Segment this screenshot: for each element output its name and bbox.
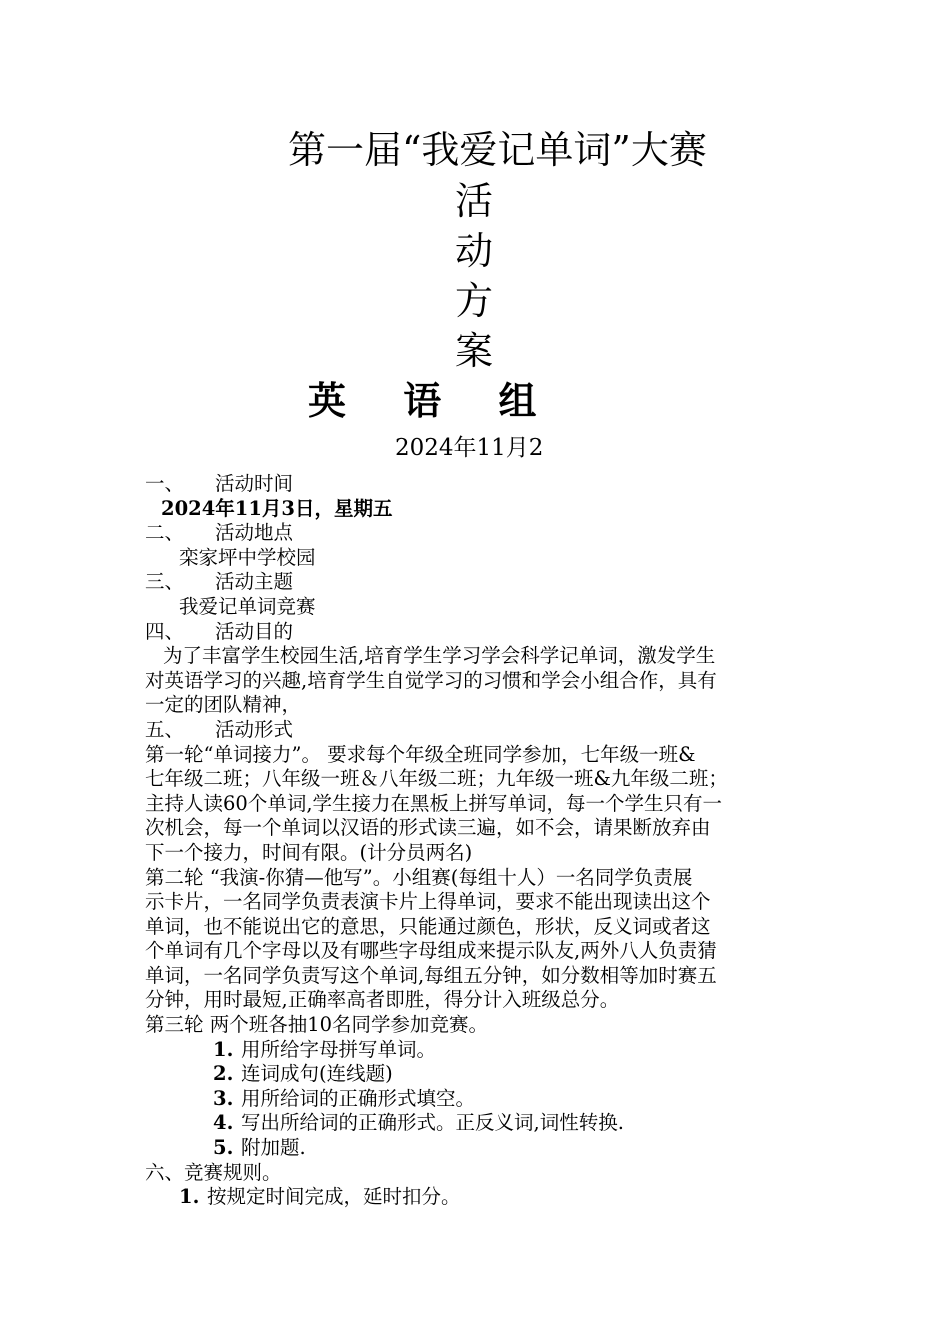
- section-title: 活动形式: [215, 717, 294, 741]
- list-number: 3.: [213, 1086, 234, 1110]
- paragraph-line: 第一轮“单词接力”。 要求每个年级全班同学参加，七年级一班&: [145, 742, 696, 766]
- paragraph-line: 单词，一名同学负责写这个单词,每组五分钟，如分数相等加时赛五: [145, 963, 717, 987]
- list-item: [145, 1038, 825, 1063]
- paragraph-line: 主持人读60个单词,学生接力在黑板上拼写单词，每一个学生只有一: [145, 791, 723, 815]
- list-number: 5.: [213, 1136, 234, 1160]
- paragraph-line: 第三轮 两个班各抽10名同学参加竞赛。: [145, 1013, 489, 1037]
- paragraph-line: 下一个接力，时间有限。(计分员两名): [145, 840, 473, 864]
- section-heading: [145, 472, 825, 497]
- paragraph-line: 对英语学习的兴趣,培育学生自觉学习的习惯和学会小组合作，具有: [145, 668, 717, 692]
- list-text: 连词成句(连线题): [241, 1062, 393, 1086]
- section-title: 活动地点: [215, 521, 294, 545]
- list-item: [145, 1087, 825, 1112]
- list-text: 用所给字母拼写单词。: [241, 1037, 437, 1061]
- paragraph-line: 分钟，用时最短,正确率高者即胜，得分计入班级总分。: [145, 988, 620, 1012]
- section-content: 2024年11月3日，星期五: [161, 496, 393, 520]
- title-vertical-char-2: 动: [455, 229, 494, 273]
- section-title: 活动目的: [215, 619, 294, 643]
- list-item: [145, 1185, 825, 1210]
- document-body: [145, 472, 825, 1210]
- paragraph-line: 次机会，每一个单词以汉语的形式读三遍，如不会，请果断放弃由: [145, 816, 711, 840]
- paragraph-line: 单词，也不能说出它的意思，只能通过颜色，形状，反义词或者这: [145, 914, 711, 938]
- title-vertical-char-3: 方: [455, 279, 494, 323]
- section-number: 二、: [145, 521, 185, 545]
- paragraph-line: 第二轮 “我演-你猜—他写”。小组赛(每组十人）一名同学负责展: [145, 865, 693, 889]
- list-text: 附加题.: [241, 1136, 306, 1160]
- section-title: 活动主题: [215, 570, 294, 594]
- title-vertical-char-4: 案: [455, 329, 494, 373]
- list-number: 1.: [213, 1037, 234, 1061]
- section-heading: [145, 620, 825, 645]
- paragraph-line: 七年级二班；八年级一班＆八年级二班；九年级一班&九年级二班；: [145, 767, 728, 791]
- list-text: 按规定时间完成，延时扣分。: [207, 1185, 461, 1209]
- list-number: 4.: [213, 1111, 234, 1135]
- list-number: 2.: [213, 1062, 234, 1086]
- title-vertical-char-1: 活: [455, 179, 494, 223]
- document-date: 2024年11月2: [395, 435, 544, 461]
- list-number: 1.: [179, 1185, 200, 1209]
- section-heading: 六、竞赛规则。: [145, 1160, 282, 1184]
- section-number: 三、: [145, 570, 185, 594]
- section-title: 活动时间: [215, 472, 294, 495]
- section-content: 栾家坪中学校园: [179, 545, 316, 569]
- section-heading: [145, 718, 825, 743]
- paragraph-line: 为了丰富学生校园生活,培育学生学习学会科学记单词，激发学生: [163, 644, 716, 668]
- section-heading: [145, 521, 825, 546]
- section-content: 我爱记单词竞赛: [179, 594, 316, 618]
- section-number: 一、: [145, 472, 185, 495]
- document-title: 第一届“我爱记单词”大赛: [288, 128, 707, 172]
- section-number: 四、: [145, 619, 185, 643]
- list-item: [145, 1111, 825, 1136]
- group-name: 英 语 组: [308, 378, 559, 423]
- section-heading: [145, 570, 825, 595]
- paragraph-line: 示卡片，一名同学负责表演卡片上得单词，要求不能出现读出这个: [145, 890, 711, 914]
- list-text: 用所给词的正确形式填空。: [241, 1086, 476, 1110]
- paragraph-line: 一定的团队精神，: [145, 693, 302, 717]
- paragraph-line: 个单词有几个字母以及有哪些字母组成来提示队友,两外八人负责猜: [145, 939, 717, 963]
- list-item: [145, 1136, 825, 1161]
- list-item: [145, 1062, 825, 1087]
- list-text: 写出所给词的正确形式。正反义词,词性转换.: [241, 1111, 624, 1135]
- section-number: 五、: [145, 717, 185, 741]
